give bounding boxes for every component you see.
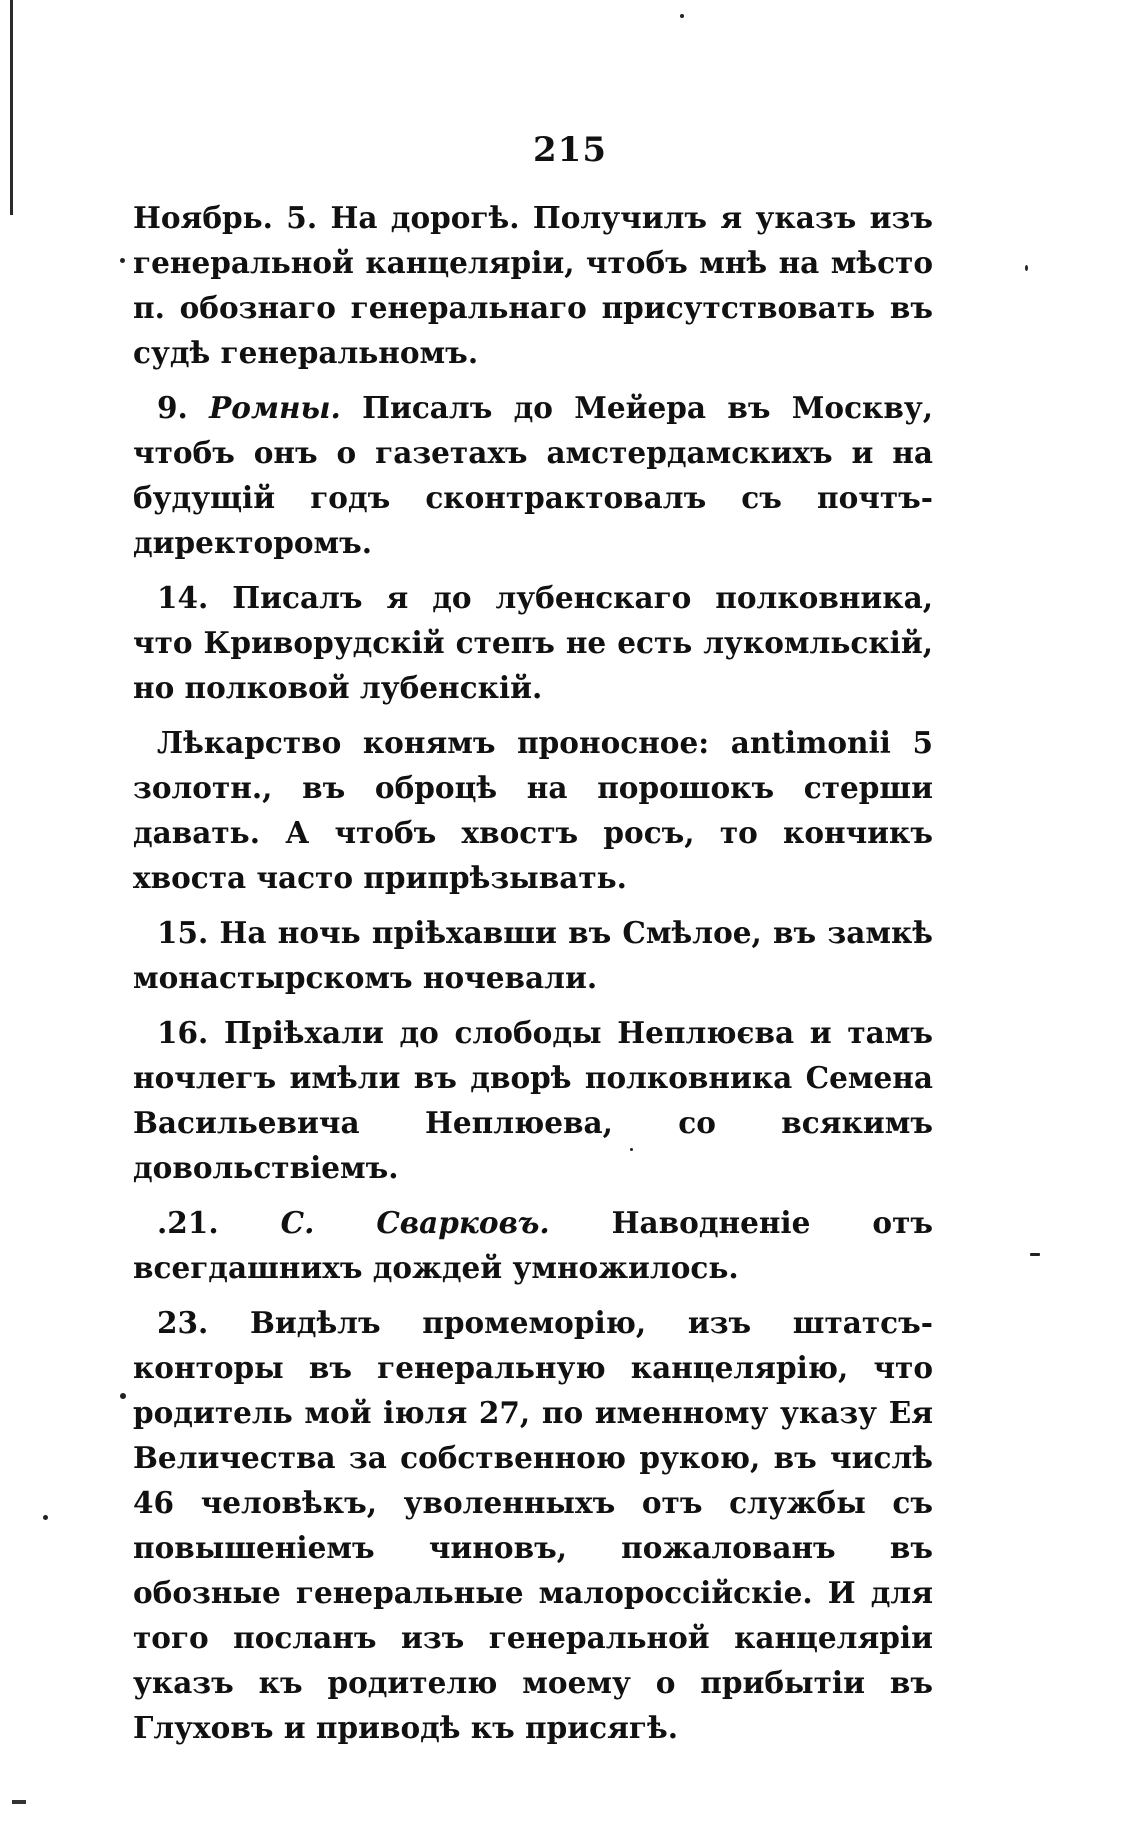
page-corner-mark	[12, 1800, 26, 1804]
entry-date: 15.	[157, 915, 209, 950]
entry-date: 9.	[157, 390, 188, 425]
entry-text: Пріѣхали до слободы Неплюєва и тамъ ночлегъ имѣли въ дворѣ полковника Семена Васильевича Неплюева, со всякимъ довольствіемъ.	[133, 1015, 933, 1185]
entry-text: Наводненіе отъ всегдашнихъ дождей умножилось.	[133, 1205, 933, 1285]
page-speck	[680, 14, 684, 18]
diary-entry	[133, 1300, 933, 1750]
entry-place: Ромны.	[209, 390, 341, 425]
entry-date: 23.	[157, 1305, 209, 1340]
entry-text: На ночь пріѣхавши въ Смѣлое, въ замкѣ монастырскомъ ночевали.	[133, 915, 933, 995]
entry-date: 14.	[157, 580, 209, 615]
page-speck	[120, 258, 125, 263]
entry-date: Ноябрь. 5.	[133, 200, 318, 235]
diary-entry	[133, 385, 933, 565]
page-edge-line	[10, 0, 13, 215]
diary-entry	[133, 575, 933, 710]
page-number: 215	[533, 130, 607, 170]
diary-entry	[133, 195, 933, 375]
entry-date: .21.	[157, 1205, 219, 1240]
diary-entry	[133, 1200, 933, 1290]
entry-text: Писалъ до Мейера въ Москву, чтобъ онъ о газетахъ амстердамскихъ и на будущій годъ сконтрактовалъ съ почтъ-директоромъ.	[133, 390, 933, 560]
diary-text	[133, 195, 933, 1760]
entry-text: Видѣлъ промеморію, изъ штатсъ-конторы въ генеральную канцелярію, что родитель мой іюля 27, по именному указу Ея Величества за собственною рукою, въ числѣ 46 человѣкъ, уволенныхъ отъ службы съ повышеніемъ чиновъ, пожалованъ въ обозные генеральные малороссійскіе. И для того посланъ изъ генеральной канцеляріи указъ къ родителю моему о прибытіи въ Глуховъ и приводѣ къ присягѣ.	[133, 1305, 933, 1745]
diary-entry	[133, 720, 933, 900]
diary-entry	[133, 1010, 933, 1190]
entry-text: Лѣкарство конямъ проносное: antimonii 5 золотн., въ оброцѣ на порошокъ стерши давать. А чтобъ хвостъ росъ, то кончикъ хвоста часто припрѣзывать.	[133, 725, 933, 895]
entry-place: С. Сварковъ.	[280, 1205, 550, 1240]
diary-entry	[133, 910, 933, 1000]
entry-text: На дорогѣ. Получилъ я указъ изъ генеральной канцеляріи, чтобъ мнѣ на мѣсто п. обознаго генеральнаго присутствовать въ судѣ генеральномъ.	[133, 200, 933, 370]
page-speck	[1025, 265, 1028, 271]
entry-text: Писалъ я до лубенскаго полковника, что Криворудскій степъ не есть лукомльскій, но полковой лубенскій.	[133, 580, 933, 705]
page-speck	[120, 1393, 126, 1399]
entry-date: 16.	[157, 1015, 209, 1050]
page-speck	[1030, 1253, 1040, 1256]
page-speck	[43, 1515, 48, 1520]
